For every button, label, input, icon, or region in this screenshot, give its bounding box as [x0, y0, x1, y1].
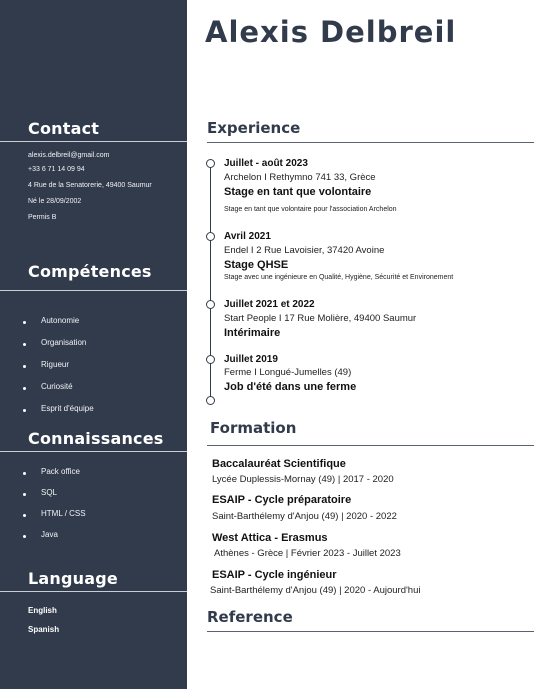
experience-title: Stage QHSE: [224, 259, 289, 271]
formation-sub: Athènes - Grèce | Février 2023 - Juillet 2023: [214, 548, 401, 559]
experience-place: Endel I 2 Rue Lavoisier, 37420 Avoine: [224, 245, 385, 256]
timeline-dot: [206, 159, 215, 168]
timeline-dot: [206, 300, 215, 309]
sidebar: [0, 0, 187, 689]
language-heading: Language: [28, 569, 118, 588]
language-divider: [0, 591, 187, 592]
competences-heading: Compétences: [28, 262, 152, 281]
contact-license: Permis B: [28, 214, 57, 221]
competence-item: Esprit d'équipe: [41, 404, 94, 413]
connaissances-heading: Connaissances: [28, 429, 164, 448]
experience-title: Job d'été dans une ferme: [224, 381, 357, 393]
experience-date: Juillet - août 2023: [224, 158, 308, 169]
experience-heading: Experience: [207, 119, 301, 137]
bullet-dot: [23, 387, 26, 390]
contact-birth: Né le 28/09/2002: [28, 198, 82, 205]
formation-title: ESAIP - Cycle préparatoire: [212, 494, 352, 506]
connaissance-item: SQL: [41, 488, 58, 497]
contact-heading: Contact: [28, 119, 100, 138]
language-item: Spanish: [28, 625, 60, 634]
formation-heading: Formation: [210, 419, 297, 437]
page-title: Alexis Delbreil: [205, 15, 457, 49]
formation-title: ESAIP - Cycle ingénieur: [212, 569, 337, 581]
language-item: English: [28, 606, 57, 615]
contact-phone[interactable]: +33 6 71 14 09 94: [28, 166, 85, 173]
contact-divider: [0, 141, 187, 142]
experience-desc: Stage en tant que volontaire pour l'association Archelon: [224, 206, 397, 213]
competences-divider: [0, 290, 187, 291]
reference-divider: [207, 631, 534, 632]
formation-title: West Attica - Erasmus: [212, 532, 328, 544]
experience-divider: [207, 142, 534, 143]
bullet-dot: [23, 472, 26, 475]
experience-date: Juillet 2021 et 2022: [224, 299, 315, 310]
contact-email[interactable]: alexis.delbreil@gmail.com: [28, 152, 110, 159]
formation-divider: [207, 445, 534, 446]
timeline-line: [210, 163, 211, 401]
bullet-dot: [23, 365, 26, 368]
bullet-dot: [23, 535, 26, 538]
formation-sub: Saint-Barthélemy d'Anjou (49) | 2020 - 2022: [212, 511, 397, 522]
experience-title: Stage en tant que volontaire: [224, 186, 372, 198]
bullet-dot: [23, 343, 26, 346]
experience-date: Avril 2021: [224, 231, 271, 242]
competence-item: Organisation: [41, 338, 87, 347]
timeline-dot: [206, 396, 215, 405]
formation-sub: Saint-Barthélemy d'Anjou (49) | 2020 - Aujourd'hui: [210, 585, 421, 596]
reference-heading: Reference: [207, 608, 293, 626]
competence-item: Curiosité: [41, 382, 73, 391]
bullet-dot: [23, 321, 26, 324]
timeline-dot: [206, 232, 215, 241]
bullet-dot: [23, 493, 26, 496]
competence-item: Rigueur: [41, 360, 70, 369]
competence-item: Autonomie: [41, 316, 80, 325]
formation-title: Baccalauréat Scientifique: [212, 458, 346, 470]
contact-address: 4 Rue de la Senatorerie, 49400 Saumur: [28, 182, 152, 189]
experience-place: Start People I 17 Rue Molière, 49400 Saumur: [224, 313, 417, 324]
bullet-dot: [23, 409, 26, 412]
experience-title: Intérimaire: [224, 327, 281, 339]
connaissance-item: Java: [41, 530, 58, 539]
experience-desc: Stage avec une ingénieure en Qualité, Hygiène, Sécurité et Environement: [224, 274, 454, 281]
experience-place: Archelon I Rethymno 741 33, Grèce: [224, 172, 376, 183]
experience-date: Juillet 2019: [224, 354, 278, 365]
connaissances-divider: [0, 451, 187, 452]
bullet-dot: [23, 514, 26, 517]
connaissance-item: HTML / CSS: [41, 509, 86, 518]
connaissance-item: Pack office: [41, 467, 80, 476]
experience-place: Ferme I Longué-Jumelles (49): [224, 367, 352, 378]
formation-sub: Lycée Duplessis-Mornay (49) | 2017 - 2020: [212, 474, 394, 485]
timeline-dot: [206, 355, 215, 364]
